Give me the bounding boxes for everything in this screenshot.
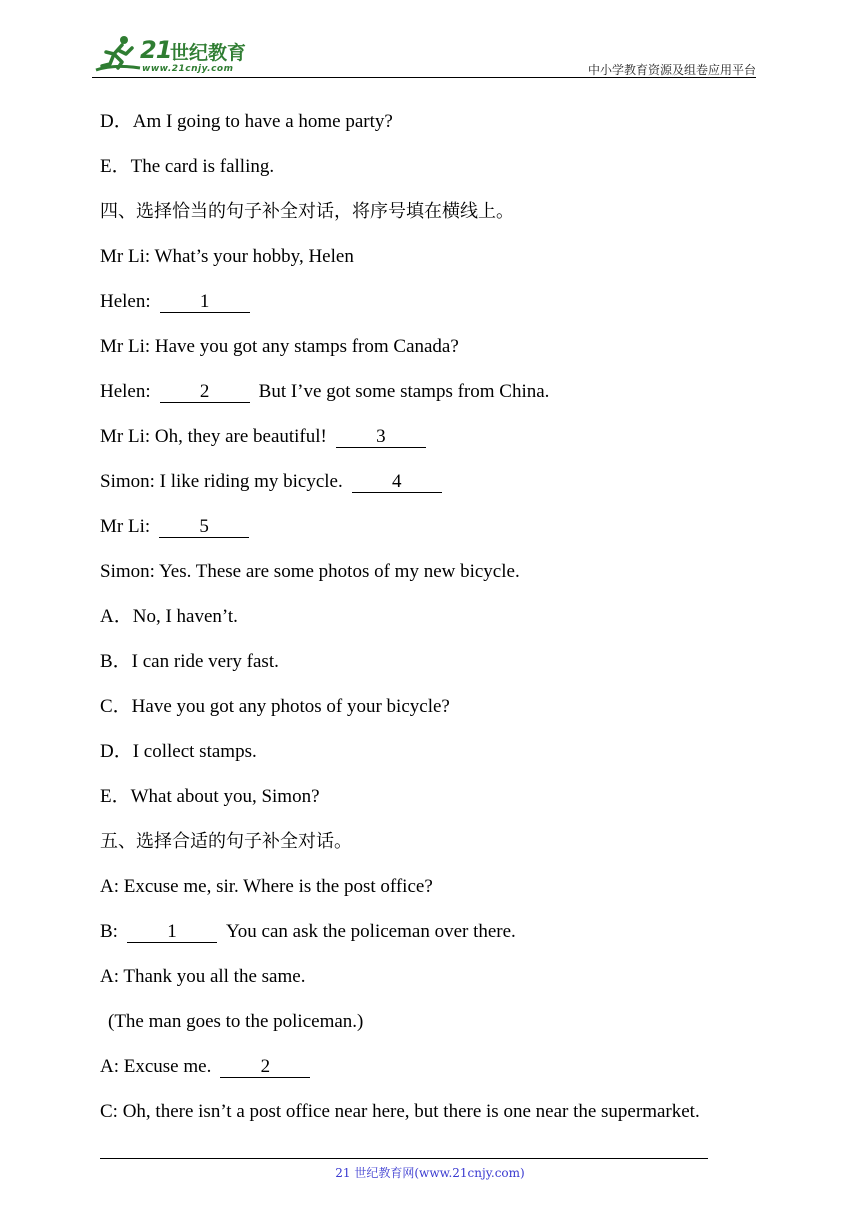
runner-logo-icon [94,34,142,74]
dialogue-line [100,1055,319,1079]
dialogue-text: You can ask the policeman over there. [225,921,516,942]
site-logo [92,34,262,78]
option-a: A．No, I haven’t. [100,606,238,627]
section-4-title: 四、选择恰当的句子补全对话，将序号填在横线上。 [100,201,514,222]
dialogue-line: Simon: Yes. These are some photos of my new bicycle. [100,561,520,582]
answer-blank[interactable]: 2 [160,382,250,403]
dialogue-text: A: Excuse me. [100,1056,212,1077]
answer-blank[interactable]: 5 [159,517,249,538]
option-c: C．Have you got any photos of your bicycle? [100,696,450,717]
dialogue-line [100,470,451,494]
logo-title: 世纪教育 [170,42,247,64]
platform-name: 中小学教育资源及组卷应用平台 [587,63,756,77]
answer-blank[interactable]: 1 [127,922,217,943]
footer-divider [100,1158,708,1159]
footer-text: 21 世纪教育网(www.21cnjy.com) [335,1166,525,1180]
dialogue-line: A: Excuse me, sir. Where is the post office? [100,876,433,897]
speaker-label: Helen: [100,291,151,312]
answer-blank[interactable]: 1 [160,292,250,313]
dialogue-line: C: Oh, there isn’t a post office near here, but there is one near the supermarket. [100,1101,700,1122]
page-header [92,30,756,78]
dialogue-line [100,380,549,404]
option-e-prev: E．The card is falling. [100,156,275,177]
option-e: E．What about you, Simon? [100,786,320,807]
option-d-prev: D．Am I going to have a home party? [100,111,393,132]
dialogue-line: Mr Li: What’s your hobby, Helen [100,246,354,267]
dialogue-line [100,920,516,944]
speaker-label: Mr Li: [100,516,151,537]
dialogue-line: A: Thank you all the same. [100,966,306,987]
option-d: D．I collect stamps. [100,741,257,762]
answer-blank[interactable]: 3 [336,427,426,448]
dialogue-line [100,515,258,539]
logo-url: www.21cnjy.com [142,64,234,74]
dialogue-text: Simon: I like riding my bicycle. [100,471,343,492]
dialogue-line [100,290,259,314]
dialogue-text: But I’ve got some stamps from China. [258,381,550,402]
answer-blank[interactable]: 4 [352,472,442,493]
dialogue-line: Mr Li: Have you got any stamps from Canada? [100,336,459,357]
section-5-title: 五、选择合适的句子补全对话。 [100,831,352,852]
dialogue-text: Mr Li: Oh, they are beautiful! [100,426,327,447]
option-b: B．I can ride very fast. [100,651,279,672]
speaker-label: Helen: [100,381,151,402]
header-divider [92,77,756,78]
dialogue-line [100,425,435,449]
logo-number: 21 [140,36,172,64]
speaker-label: B: [100,921,118,942]
stage-direction: (The man goes to the policeman.) [108,1011,364,1032]
answer-blank[interactable]: 2 [220,1057,310,1078]
